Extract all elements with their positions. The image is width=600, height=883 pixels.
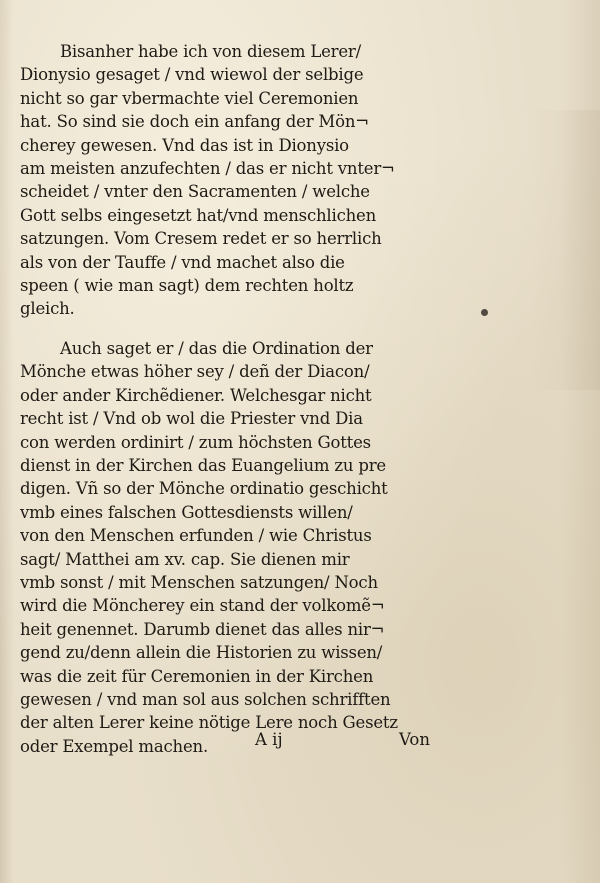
text-line: was die zeit für Ceremonien in der Kirchen: [20, 666, 374, 686]
text-line: Gott selbs eingesetzt hat/vnd menschlichen: [20, 205, 377, 225]
main-text-block: [20, 40, 430, 758]
paragraph-1: [20, 40, 430, 321]
signature-mark: A ij: [255, 730, 283, 749]
pinhole-mark: [481, 309, 488, 316]
text-line: gewesen / vnd man sol aus solchen schrifften: [20, 689, 391, 709]
text-line: sagt/ Matthei am xv. cap. Sie dienen mir: [20, 549, 350, 569]
paragraph-spacer: [20, 321, 430, 337]
text-line: scheidet / vnter den Sacramenten / welche: [20, 182, 370, 202]
text-line: recht ist / Vnd ob wol die Priester vnd Dia: [20, 409, 363, 429]
catchword: Von: [399, 730, 430, 749]
text-line: als von der Tauffe / vnd machet also die: [20, 252, 345, 272]
text-line: gleich.: [20, 299, 75, 319]
page-footer: [20, 730, 430, 754]
text-line: con werden ordinirt / zum höchsten Gottes: [20, 432, 371, 452]
text-line: hat. So sind sie doch ein anfang der Mön¬: [20, 112, 369, 132]
text-line: dienst in der Kirchen das Euangelium zu pre: [20, 455, 387, 475]
text-line: Dionysio gesaget / vnd wiewol der selbige: [20, 65, 364, 85]
text-line: Bisanher habe ich von diesem Lerer/: [60, 42, 361, 61]
text-line: vmb sonst / mit Menschen satzungen/ Noch: [20, 572, 378, 592]
text-line: Mönche etwas höher sey / deñ der Diacon/: [20, 362, 370, 382]
text-line: oder ander Kirchẽdiener. Welchesgar nicht: [20, 385, 372, 405]
text-line: satzungen. Vom Cresem redet er so herrlich: [20, 229, 382, 249]
text-line: heit genennet. Darumb dienet das alles nir¬: [20, 619, 385, 639]
text-line: am meisten anzufechten / das er nicht vnter¬: [20, 159, 395, 179]
text-line: der alten Lerer keine nötige Lere noch Gesetz: [20, 713, 398, 733]
show-through-shadow: [530, 110, 600, 390]
text-line: gend zu/denn allein die Historien zu wissen/: [20, 643, 383, 663]
text-line: von den Menschen erfunden / wie Christus: [20, 526, 372, 546]
text-line: wird die Möncherey ein stand der volkomẽ¬: [20, 596, 385, 616]
text-line: speen ( wie man sagt) dem rechten holtz: [20, 276, 354, 296]
text-line: nicht so gar vbermachte viel Ceremonien: [20, 88, 359, 108]
text-line: cherey gewesen. Vnd das ist in Dionysio: [20, 135, 349, 155]
text-line: Auch saget er / das die Ordination der: [60, 338, 373, 358]
text-line: digen. Vñ so der Mönche ordinatio geschicht: [20, 479, 388, 499]
text-line: vmb eines falschen Gottesdiensts willen/: [20, 502, 353, 522]
text-line: oder Exempel machen.: [20, 736, 208, 756]
paragraph-2: [20, 337, 430, 758]
